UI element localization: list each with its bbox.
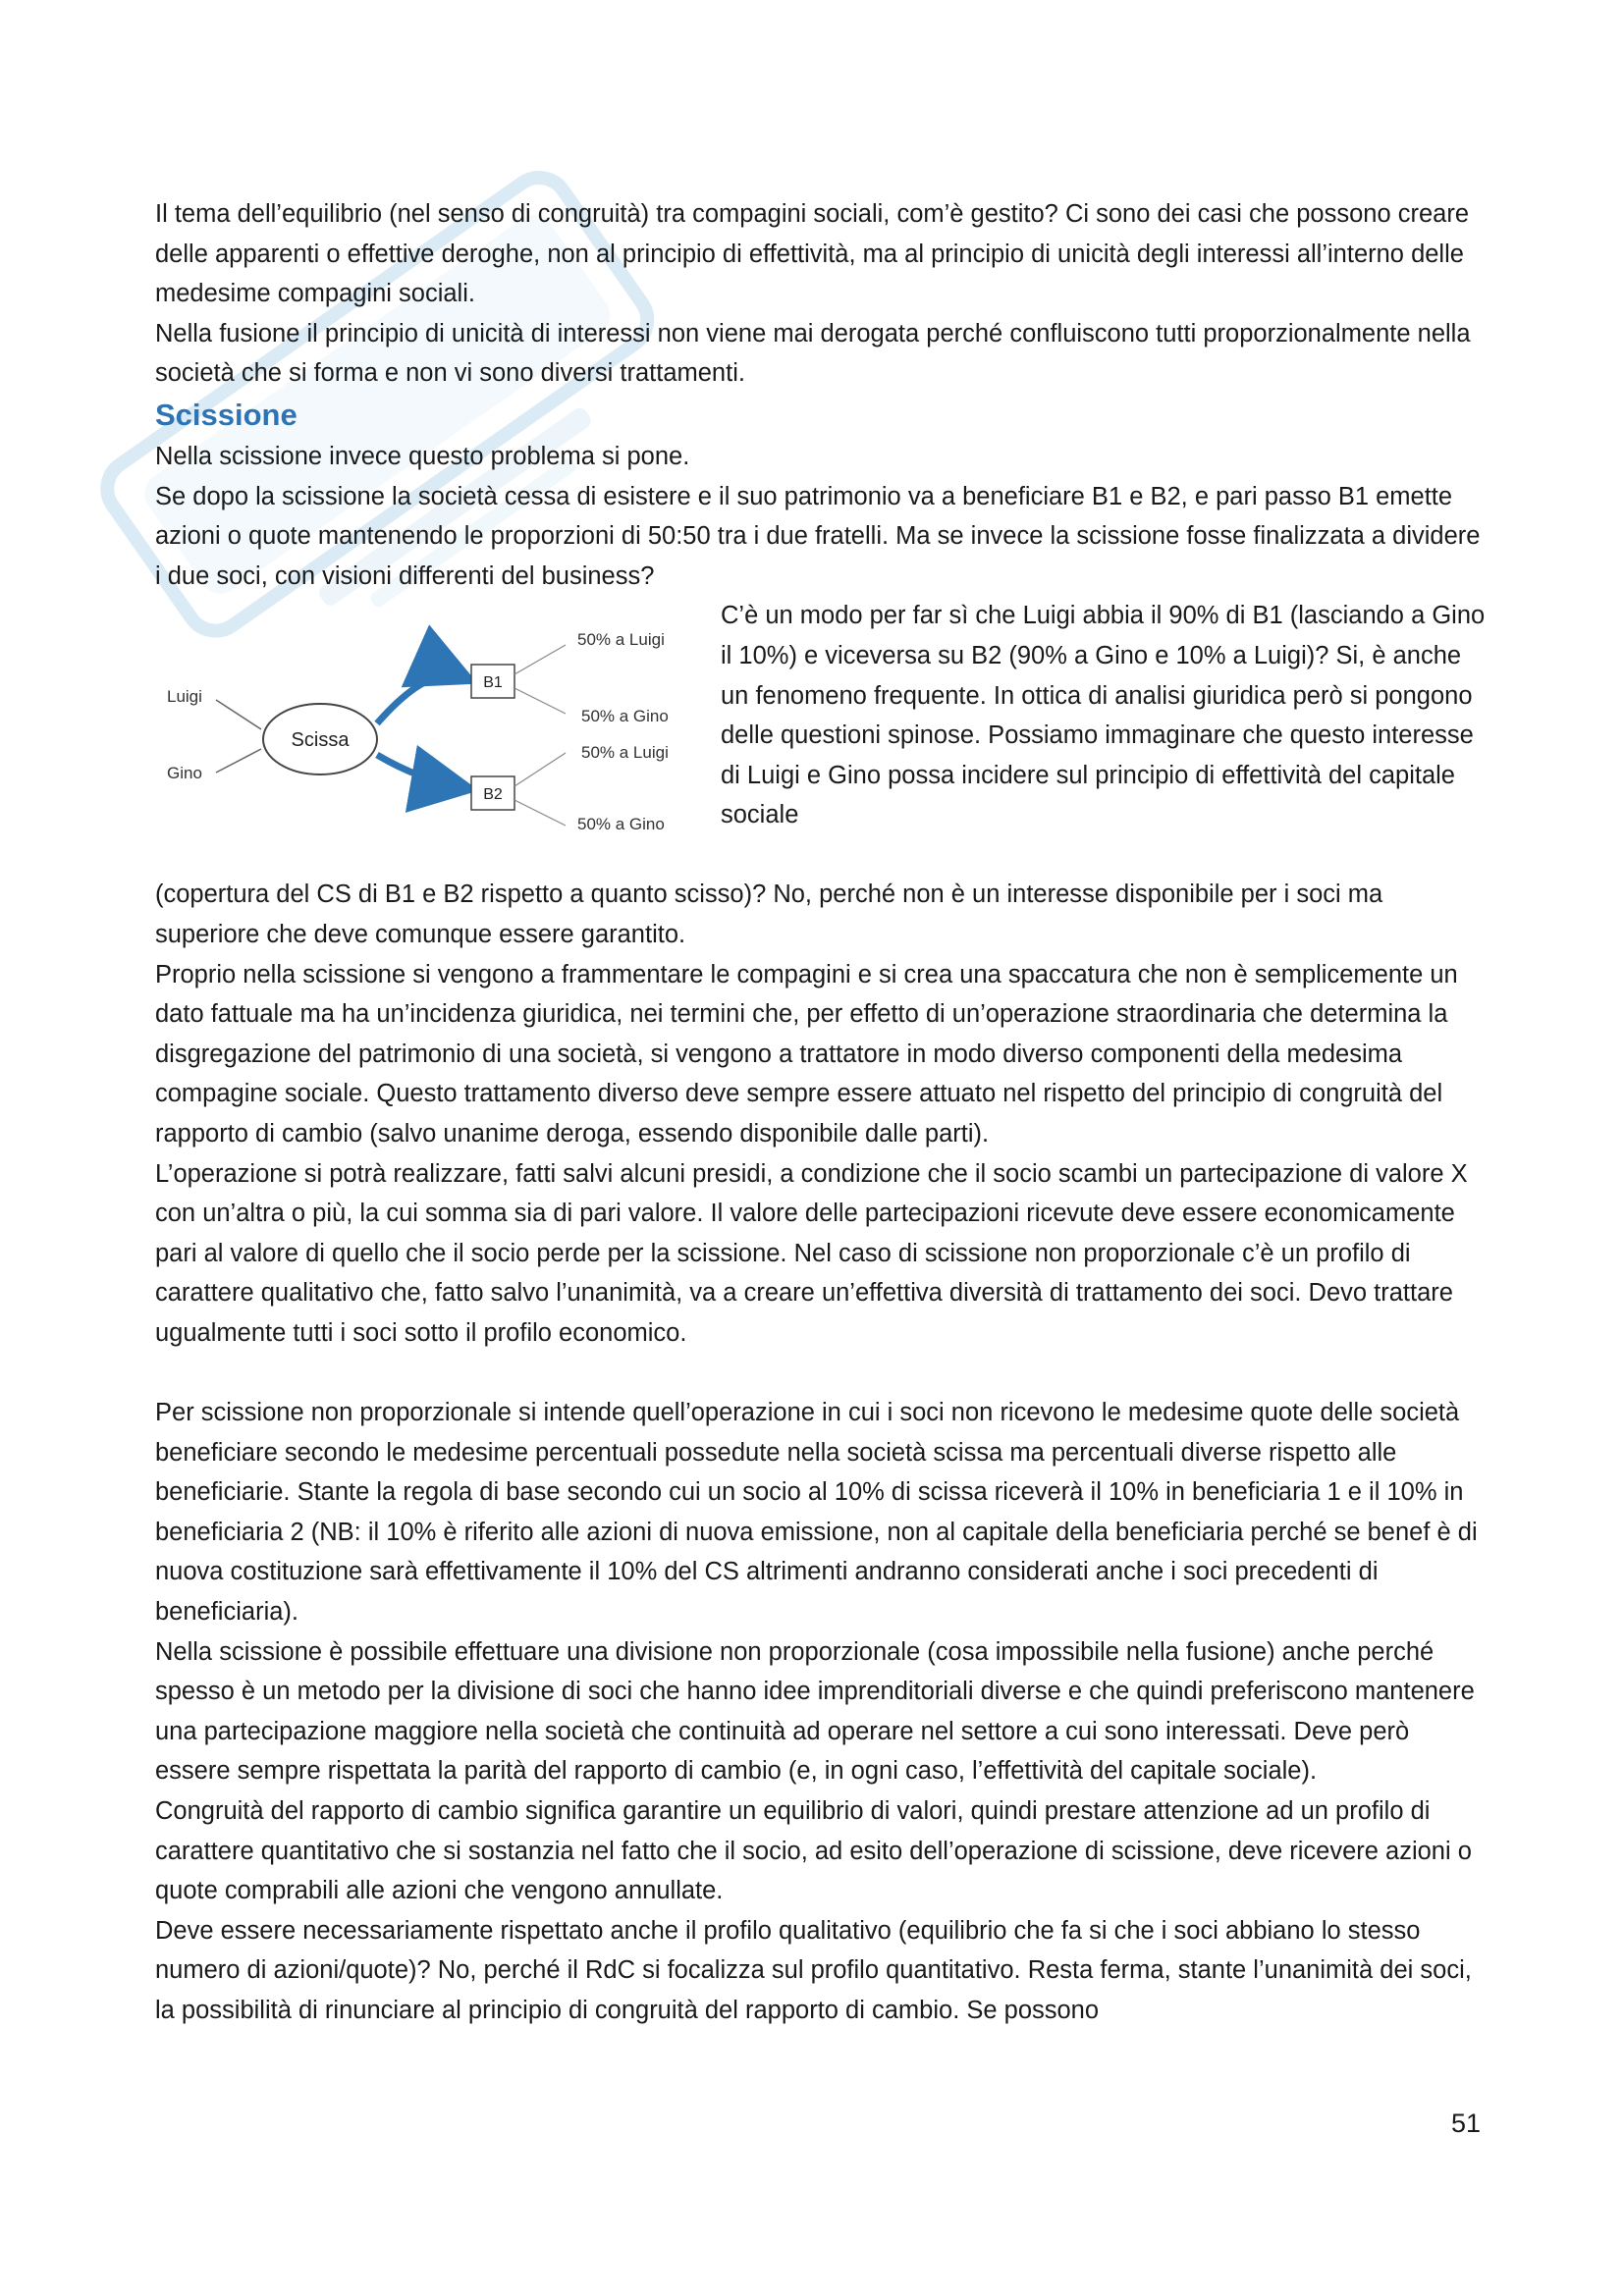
diagram-b2-bottom-label: 50% a Gino	[577, 815, 665, 834]
diagram-b2-label: B2	[483, 786, 503, 804]
paragraph: Nella scissione invece questo problema si pone.	[155, 442, 690, 470]
paragraph: Proprio nella scissione si vengono a frammentare le compagini e si crea una spaccatura che non è semplicemente un dato fattuale ma ha un’incidenza giuridica, nei termini che, per effetto di un’operazione straordinaria che determina la disgregazione del patrimonio di una società, si vengono a trattatore in modo diverso componenti della medesima compagine sociale. Questo trattamento diverso deve sempre essere attuato nel rispetto del principio di congruità del rapporto di cambio (salvo unanime deroga, essendo disponibile dalle parti).	[155, 960, 1458, 1148]
diagram-b1-label: B1	[483, 674, 503, 692]
paragraph: Il tema dell’equilibrio (nel senso di congruità) tra compagini sociali, com’è gestito? Ci sono dei casi che possono creare delle apparenti o effettive deroghe, non al principio di effettività, ma al principio di unicità degli interessi all’interno delle medesime compagini sociali.	[155, 200, 1470, 308]
branch-line	[514, 645, 566, 674]
diagram-b2-top-label: 50% a Luigi	[581, 743, 669, 763]
diagram-partner-gino: Gino	[167, 764, 202, 783]
arrow-to-b1	[377, 675, 465, 723]
paragraph: Deve essere necessariamente rispettato anche il profilo qualitativo (equilibrio che fa si che i soci abbiano lo stesso numero di azioni/quote)? No, perché il RdC si focalizza sul profilo quantitativo. Resta ferma, stante l’unanimità dei soci, la possibilità di rinunciare al principio di congruità del rapporto di cambio. Se possono	[155, 1916, 1472, 2024]
paragraph: L’operazione si potrà realizzare, fatti salvi alcuni presidi, a condizione che il socio scambi un partecipazione di valore X con un’altra o più, la cui somma sia di pari valore. Il valore delle partecipazioni ricevute deve essere economicamente pari al valore di quello che il socio perde per la scissione. Nel caso di scissione non proporzionale c’è un profilo di carattere qualitativo che, fatto salvo l’unanimità, va a creare un’effettiva diversità di trattamento dei soci. Devo trattare ugualmente tutti i soci sotto il profilo economico.	[155, 1159, 1468, 1347]
branch-line	[514, 688, 566, 714]
diagram-b1-bottom-label: 50% a Gino	[581, 707, 669, 726]
document-page	[155, 194, 1486, 2031]
branch-line	[514, 753, 566, 786]
paragraph: Nella scissione è possibile effettuare una divisione non proporzionale (cosa impossibile nella fusione) anche perché spesso è un metodo per la divisione di soci che hanno idee imprenditoriali diverse e che quindi preferiscono mantenere una partecipazione maggiore nella società che continuità ad operare nel settore a cui sono interessati. Deve però essere sempre rispettata la parità del rapporto di cambio (e, in ogni caso, l’effettività del capitale sociale).	[155, 1637, 1475, 1786]
blank-line	[155, 1353, 1481, 1393]
paragraph: Se dopo la scissione la società cessa di esistere e il suo patrimonio va a beneficiare B1 e B2, e pari passo B1 emette azioni o quote mantenendo le proporzioni di 50:50 tra i due fratelli. Ma se invece la scissione fosse finalizzata a dividere i due soci, con visioni differenti del business?	[155, 482, 1481, 590]
scission-diagram	[155, 604, 705, 871]
page-number: 51	[1451, 2109, 1482, 2138]
paragraph: Nella fusione il principio di unicità di interessi non viene mai derogata perché confluiscono tutti proporzionalmente nella società che si forma e non vi sono diversi trattamenti.	[155, 319, 1471, 388]
diagram-partner-luigi: Luigi	[167, 687, 202, 707]
figure-block	[155, 596, 1486, 875]
paragraph: (copertura del CS di B1 e B2 rispetto a quanto scisso)? No, perché non è un interesse disponibile per i soci ma superiore che deve comunque essere garantito.	[155, 881, 1383, 948]
paragraph: C’è un modo per far sì che Luigi abbia il 90% di B1 (lasciando a Gino il 10%) e viceversa su B2 (90% a Gino e 10% a Luigi)? Si, è anche un fenomeno frequente. In ottica di analisi giuridica però si pongono delle questioni spinose. Possiamo immaginare che questo interesse di Luigi e Gino possa incidere sul principio di effettività del capitale sociale	[721, 602, 1486, 829]
paragraph: Per scissione non proporzionale si intende quell’operazione in cui i soci non ricevono le medesime quote delle società beneficiare secondo le medesime percentuali possedute nella società scissa ma percentuali diverse rispetto alle beneficiarie. Stante la regola di base secondo cui un socio al 10% di scissa riceverà il 10% in beneficiaria 1 e il 10% in beneficiaria 2 (NB: il 10% è riferito alle azioni di nuova emissione, non al capitale della beneficiaria perché se benef è di nuova costituzione sarà effettivamente il 10% del CS altrimenti andranno considerati anche i soci precedenti di beneficiaria).	[155, 1399, 1478, 1627]
diagram-b1-top-label: 50% a Luigi	[577, 630, 665, 650]
connector-line	[216, 749, 261, 773]
branch-line	[514, 800, 566, 826]
paragraph: Congruità del rapporto di cambio significa garantire un equilibrio di valori, quindi prestare attenzione ad un profilo di carattere quantitativo che si sostanzia nel fatto che il socio, ad esito dell’operazione di scissione, deve ricevere azioni o quote comprabili alle azioni che vengono annullate.	[155, 1797, 1472, 1905]
connector-line	[216, 700, 261, 729]
diagram-side-text	[721, 596, 1487, 835]
section-heading: Scissione	[155, 397, 298, 432]
arrow-to-b2	[377, 755, 465, 788]
diagram-scissa-label: Scissa	[291, 729, 350, 752]
